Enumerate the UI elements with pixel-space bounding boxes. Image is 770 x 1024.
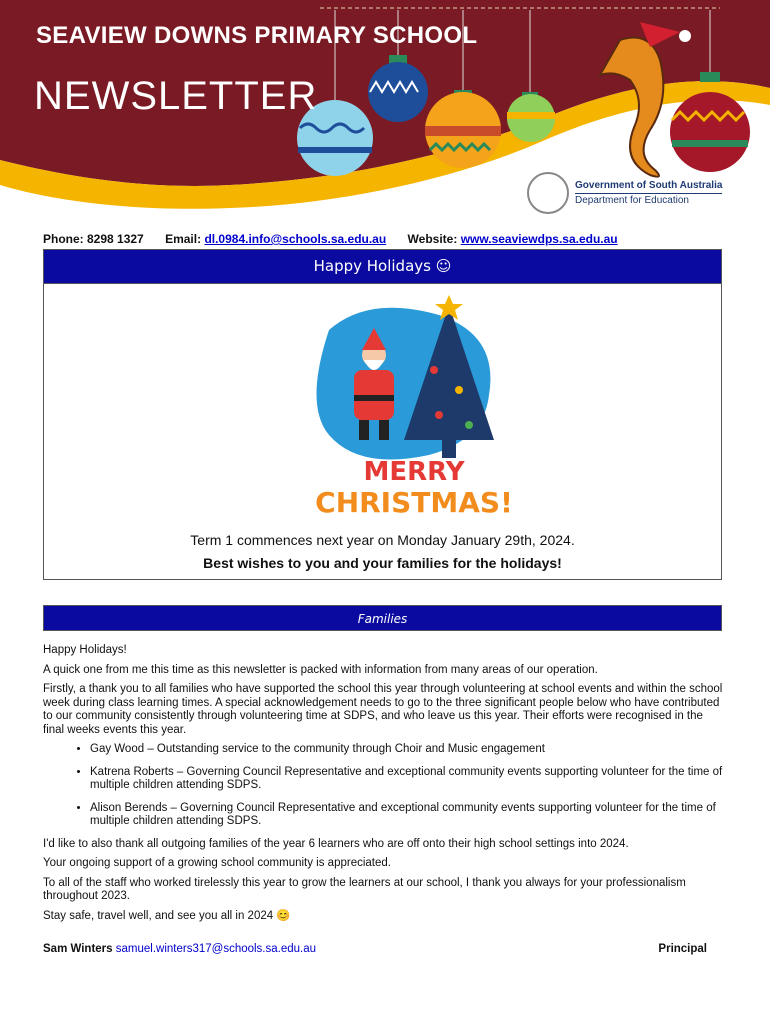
families-body — [43, 644, 723, 929]
holidays-section — [43, 249, 722, 580]
christmas-illustration — [309, 290, 519, 520]
greeting: Happy Holidays! — [43, 644, 127, 656]
contact-line — [43, 232, 618, 246]
signer-name: Sam Winters — [43, 943, 113, 955]
paragraph: To all of the staff who worked tirelessly this year to grow the learners at our school, I thank you always for your professionalism throughout 2023. — [43, 876, 686, 902]
school-name: SEAVIEW DOWNS PRIMARY SCHOOL — [36, 22, 478, 49]
gov-logo — [527, 172, 722, 214]
volunteer-list — [43, 743, 723, 829]
gov-line2: Department for Education — [575, 194, 689, 206]
gov-line1: Government of South Australia — [575, 179, 722, 194]
website-label: Website: — [407, 232, 458, 246]
sa-seal-icon — [527, 172, 569, 214]
families-heading: Families — [43, 605, 722, 631]
best-wishes: Best wishes to you and your families for the holidays! — [203, 555, 562, 571]
signer-role: Principal — [658, 943, 707, 955]
newsletter-title: NEWSLETTER — [34, 74, 318, 118]
list-item: • Katrena Roberts – Governing Council Representative and exceptional community events supporting volunteer for the time of multiple children attending SDPS. — [90, 766, 723, 793]
paragraph: Firstly, a thank you to all families who have supported the school this year through volunteering at school events and within the school week during class learning times. A special acknowledgement needs to go to the three significant people below who have contributed to our community consistently through volunteering time at SDPS, and who leave us this year. Their efforts were recognised in the final weeks events this year. — [43, 683, 723, 736]
website-link[interactable]: www.seaviewdps.sa.edu.au — [460, 232, 618, 246]
christmas-text: CHRISTMAS! — [315, 486, 513, 519]
paragraph: A quick one from me this time as this newsletter is packed with information from many areas of our operation. — [43, 663, 598, 676]
paragraph: Your ongoing support of a growing school community is appreciated. — [43, 857, 391, 869]
signature — [43, 943, 707, 955]
merry-text: MERRY — [363, 457, 465, 487]
list-item: • Alison Berends – Governing Council Representative and exceptional community events supporting volunteer for the time of multiple children attending SDPS. — [90, 802, 723, 829]
paragraph: I'd like to also thank all outgoing families of the year 6 learners who are off onto their high school settings into 2024. — [43, 837, 629, 850]
list-item: • Gay Wood – Outstanding service to the community through Choir and Music engagement — [90, 743, 723, 757]
email-link[interactable]: dl.0984.info@schools.sa.edu.au — [204, 232, 387, 246]
signer-email-link[interactable]: samuel.winters317@schools.sa.edu.au — [115, 943, 317, 955]
paragraph: Stay safe, travel well, and see you all in 2024 😊 — [43, 909, 291, 922]
email-label: Email: — [165, 232, 202, 246]
phone: Phone: 8298 1327 — [43, 232, 144, 246]
holidays-heading: Happy Holidays ☺ — [44, 250, 721, 284]
term-info: Term 1 commences next year on Monday January 29th, 2024. — [190, 532, 575, 548]
